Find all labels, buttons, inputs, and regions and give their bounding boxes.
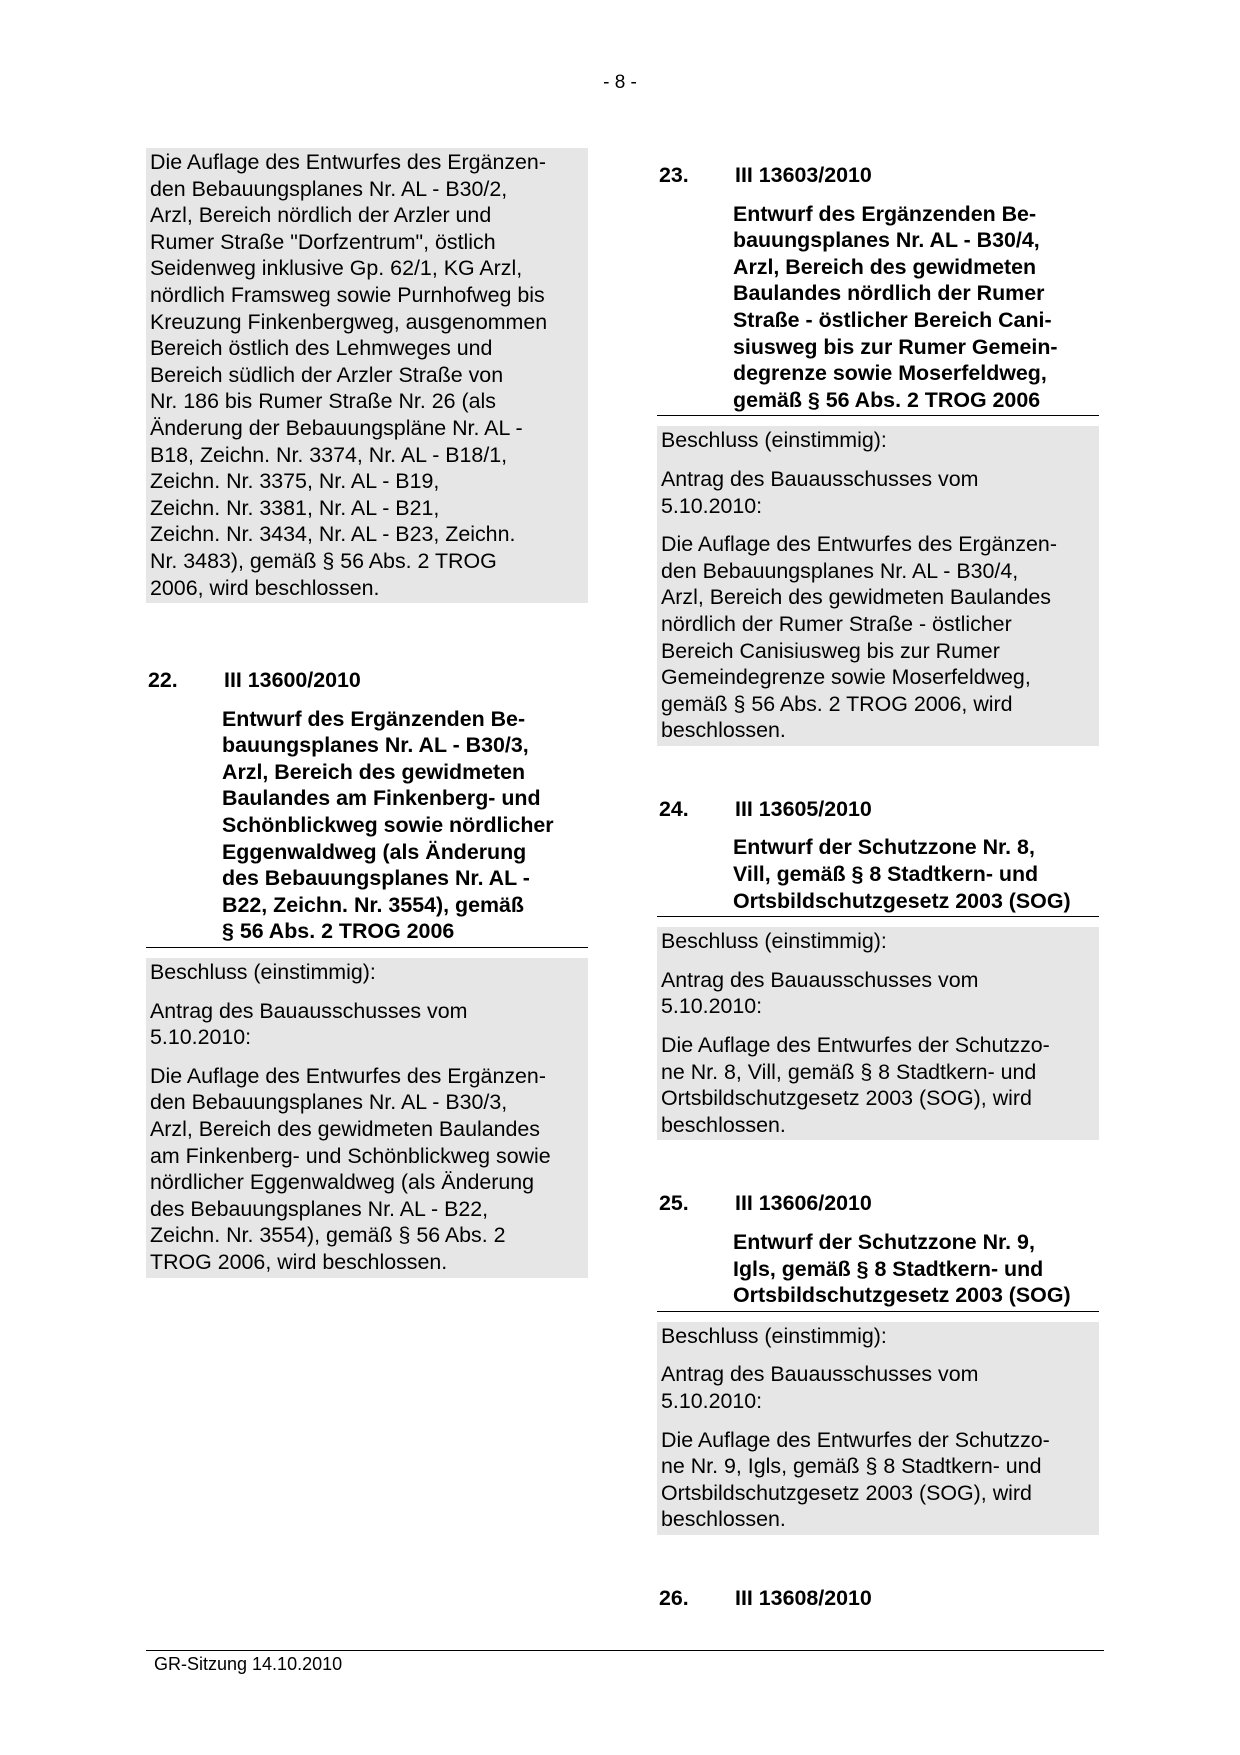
left-column bbox=[146, 148, 588, 1278]
item-code: III 13600/2010 bbox=[224, 668, 361, 693]
decision-label: Beschluss (einstimmig): bbox=[661, 929, 887, 954]
item-header bbox=[146, 667, 588, 694]
item-code: III 13608/2010 bbox=[735, 1585, 872, 1610]
resolution-text: Die Auflage des Entwurfes des Ergänzen- den Bebauungsplanes Nr. AL - B30/4, Arzl, Bereich des gewidmeten Baulandes nördlich der Rumer Straße - östlicher Bereich Canisiusweg bis zur Rumer Gemeindegrenze sowie Moserfeldweg, gemäß § 56 Abs. 2 TROG 2006, wird beschlossen. bbox=[661, 532, 1057, 743]
item-header bbox=[657, 1585, 1099, 1612]
decision-block bbox=[657, 927, 1099, 1140]
footer: GR-Sitzung 14.10.2010 bbox=[146, 1650, 1104, 1675]
item-number: 26. bbox=[659, 1585, 689, 1610]
decision-block bbox=[146, 958, 588, 1278]
item-code: III 13606/2010 bbox=[735, 1191, 872, 1216]
resolution-text: Die Auflage des Entwurfes der Schutzzo- ne Nr. 8, Vill, gemäß § 8 Stadtkern- und Ortsbildschutzgesetz 2003 (SOG), wird beschlossen. bbox=[661, 1033, 1050, 1137]
item-header bbox=[657, 1190, 1099, 1217]
motion-text: Antrag des Bauausschusses vom 5.10.2010: bbox=[661, 1362, 979, 1413]
agenda-item-26 bbox=[657, 1585, 1099, 1612]
continuation-text: Die Auflage des Entwurfes des Ergänzen- den Bebauungsplanes Nr. AL - B30/2, Arzl, Bereich nördlich der Arzler und Rumer Straße "Dorfzentrum", östlich Seidenweg inklusive Gp. 62/1, KG Arzl, nördlich Framsweg sowie Purnhofweg bis Kreuzung Finkenbergweg, ausgenommen Bereich östlich des Lehmweges und Bereich südlich der Arzler Straße von Nr. 186 bis Rumer Straße Nr. 26 (als Änderung der Bebauungspläne Nr. AL - B18, Zeichn. Nr. 3374, Nr. AL - B18/1, Zeichn. Nr. 3375, Nr. AL - B19, Zeichn. Nr. 3381, Nr. AL - B21, Zeichn. Nr. 3434, Nr. AL - B23, Zeichn. Nr. 3483), gemäß § 56 Abs. 2 TROG 2006, wird beschlossen. bbox=[150, 150, 548, 600]
decision-block bbox=[657, 1322, 1099, 1535]
decision-label: Beschluss (einstimmig): bbox=[150, 960, 376, 985]
item-code: III 13603/2010 bbox=[735, 163, 872, 187]
item-title: Entwurf der Schutzzone Nr. 8, Vill, gemäß § 8 Stadtkern- und Ortsbildschutzgesetz 2003 (SOG) bbox=[657, 834, 1099, 917]
agenda-item-25 bbox=[657, 1190, 1099, 1535]
motion-text: Antrag des Bauausschusses vom 5.10.2010: bbox=[150, 998, 468, 1050]
resolution-text: Die Auflage des Entwurfes des Ergänzen- den Bebauungsplanes Nr. AL - B30/3, Arzl, Bereich des gewidmeten Baulandes am Finkenberg- und Schönblickweg sowie nördlicher Eggenwaldweg (als Änderung des Bebauungsplanes Nr. AL - B22, Zeichn. Nr. 3554), gemäß § 56 Abs. 2 TROG 2006, wird beschlossen. bbox=[150, 1063, 551, 1274]
continuation-block bbox=[146, 148, 588, 603]
right-column bbox=[657, 148, 1099, 1612]
item-title: Entwurf des Ergänzenden Be- bauungsplanes Nr. AL - B30/3, Arzl, Bereich des gewidmeten Baulandes am Finkenberg- und Schönblickweg sowie nördlicher Eggenwaldweg (als Änderung des Bebauungsplanes Nr. AL - B22, Zeichn. Nr. 3554), gemäß § 56 Abs. 2 TROG 2006 bbox=[146, 706, 588, 948]
page-number: - 8 - bbox=[603, 72, 637, 93]
item-code: III 13605/2010 bbox=[735, 796, 872, 821]
item-number: 23. bbox=[659, 163, 689, 187]
decision-block bbox=[657, 426, 1099, 746]
agenda-item-23 bbox=[657, 162, 1099, 746]
item-number: 25. bbox=[659, 1191, 689, 1216]
resolution-text: Die Auflage des Entwurfes der Schutzzo- ne Nr. 9, Igls, gemäß § 8 Stadtkern- und Ortsbildschutzgesetz 2003 (SOG), wird beschlossen. bbox=[661, 1427, 1050, 1532]
item-number: 22. bbox=[148, 668, 178, 693]
agenda-item-24 bbox=[657, 796, 1099, 1141]
decision-label: Beschluss (einstimmig): bbox=[661, 428, 887, 453]
item-title: Entwurf der Schutzzone Nr. 9, Igls, gemäß § 8 Stadtkern- und Ortsbildschutzgesetz 2003 (SOG) bbox=[657, 1229, 1099, 1312]
item-title: Entwurf des Ergänzenden Be- bauungsplanes Nr. AL - B30/4, Arzl, Bereich des gewidmeten Baulandes nördlich der Rumer Straße - östlicher Bereich Cani- siusweg bis zur Rumer Gemein- degrenze sowie Moserfeldweg, gemäß § 56 Abs. 2 TROG 2006 bbox=[657, 201, 1099, 417]
decision-label: Beschluss (einstimmig): bbox=[661, 1323, 887, 1348]
item-number: 24. bbox=[659, 796, 689, 821]
item-header bbox=[657, 162, 1099, 189]
motion-text: Antrag des Bauausschusses vom 5.10.2010: bbox=[661, 466, 979, 518]
agenda-item-22 bbox=[146, 667, 588, 1277]
item-header bbox=[657, 796, 1099, 823]
motion-text: Antrag des Bauausschusses vom 5.10.2010: bbox=[661, 967, 979, 1019]
